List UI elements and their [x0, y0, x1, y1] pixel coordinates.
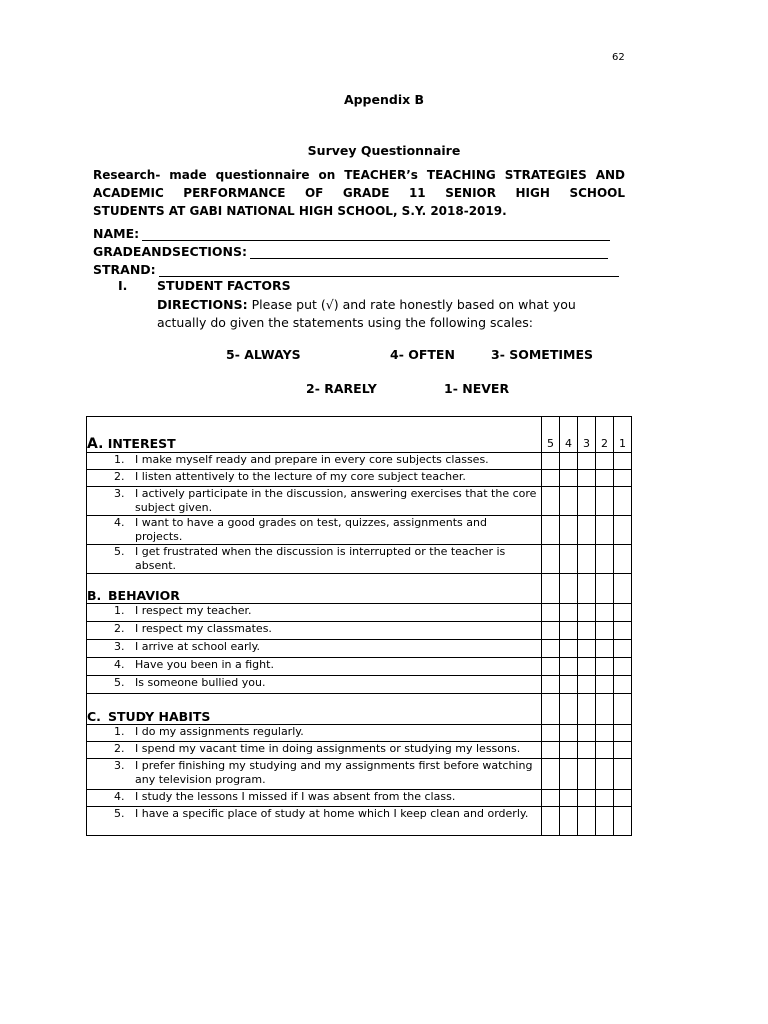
rating-cell-4[interactable] [560, 676, 578, 694]
category-header-study-habits [87, 694, 542, 725]
rating-cell-1 [614, 694, 632, 725]
rating-cell-2 [596, 694, 614, 725]
rating-cell-4 [560, 694, 578, 725]
rating-cell-4[interactable] [560, 516, 578, 545]
rating-cell-4[interactable] [560, 622, 578, 640]
statement-cell [87, 622, 542, 640]
item-number: 5. [114, 676, 125, 689]
table-row [87, 640, 632, 658]
grade-sections-field[interactable] [93, 244, 608, 259]
rating-cell-2[interactable] [596, 487, 614, 516]
rating-cell-2[interactable] [596, 676, 614, 694]
rating-cell-2[interactable] [596, 790, 614, 807]
rating-cell-1[interactable] [614, 658, 632, 676]
survey-table [86, 416, 632, 836]
category-header-interest [87, 417, 542, 453]
rating-cell-3[interactable] [578, 790, 596, 807]
item-number: 5. [114, 545, 125, 558]
rating-cell-1[interactable] [614, 640, 632, 658]
rating-cell-5[interactable] [542, 604, 560, 622]
statement-cell [87, 640, 542, 658]
statement-cell [87, 759, 542, 790]
rating-cell-4[interactable] [560, 658, 578, 676]
rating-cell-4[interactable] [560, 790, 578, 807]
rating-header-5: 5 [542, 417, 560, 453]
rating-cell-1[interactable] [614, 516, 632, 545]
strand-blank-line[interactable] [159, 265, 619, 277]
item-text: I have a specific place of study at home which I keep clean and orderly. [135, 807, 529, 820]
rating-cell-5[interactable] [542, 545, 560, 574]
rating-cell-4[interactable] [560, 470, 578, 487]
table-row [87, 742, 632, 759]
rating-cell-4[interactable] [560, 640, 578, 658]
item-text: I get frustrated when the discussion is interrupted or the teacher is absent. [135, 545, 506, 572]
rating-cell-3[interactable] [578, 545, 596, 574]
statement-cell [87, 725, 542, 742]
item-text: I respect my classmates. [135, 622, 272, 635]
grade-sections-label: GRADEANDSECTIONS: [93, 244, 247, 259]
rating-cell-2[interactable] [596, 545, 614, 574]
rating-cell-4[interactable] [560, 742, 578, 759]
rating-cell-4[interactable] [560, 545, 578, 574]
scale-sometimes: 3- SOMETIMES [491, 347, 594, 362]
statement-cell [87, 516, 542, 545]
header-row [87, 694, 632, 725]
rating-cell-4[interactable] [560, 604, 578, 622]
rating-header-1: 1 [614, 417, 632, 453]
rating-cell-5[interactable] [542, 516, 560, 545]
section-title: STUDENT FACTORS [157, 278, 291, 293]
rating-cell-4[interactable] [560, 759, 578, 790]
rating-cell-2 [596, 574, 614, 604]
category-title: INTEREST [103, 436, 176, 451]
rating-cell-5[interactable] [542, 742, 560, 759]
header-row [87, 417, 632, 453]
statement-cell [87, 487, 542, 516]
item-text: I study the lessons I missed if I was absent from the class. [135, 790, 456, 803]
item-text: I listen attentively to the lecture of my core subject teacher. [135, 470, 466, 483]
rating-cell-1[interactable] [614, 604, 632, 622]
table-row [87, 676, 632, 694]
statement-cell [87, 453, 542, 470]
item-text: I respect my teacher. [135, 604, 252, 617]
item-number: 2. [114, 742, 125, 755]
item-text: I prefer finishing my studying and my assignments first before watching any television program. [135, 759, 533, 786]
intro-paragraph [93, 166, 625, 220]
rating-cell-2[interactable] [596, 604, 614, 622]
statement-cell [87, 658, 542, 676]
rating-cell-4[interactable] [560, 453, 578, 470]
rating-header-2: 2 [596, 417, 614, 453]
document-title: Survey Questionnaire [307, 143, 461, 158]
scale-often: 4- OFTEN [390, 347, 455, 362]
category-title: BEHAVIOR [108, 588, 180, 603]
rating-cell-2[interactable] [596, 807, 614, 836]
rating-cell-3[interactable] [578, 676, 596, 694]
table-row [87, 470, 632, 487]
item-number: 2. [114, 622, 125, 635]
rating-cell-3[interactable] [578, 604, 596, 622]
rating-cell-1[interactable] [614, 790, 632, 807]
strand-label: STRAND: [93, 262, 156, 277]
rating-cell-1[interactable] [614, 545, 632, 574]
rating-cell-3[interactable] [578, 516, 596, 545]
item-number: 3. [114, 487, 125, 500]
rating-cell-3[interactable] [578, 658, 596, 676]
rating-cell-2[interactable] [596, 453, 614, 470]
rating-cell-5 [542, 694, 560, 725]
rating-cell-1[interactable] [614, 742, 632, 759]
item-number: 3. [114, 640, 125, 653]
statement-cell [87, 545, 542, 574]
rating-cell-5[interactable] [542, 725, 560, 742]
rating-cell-4[interactable] [560, 487, 578, 516]
directions-line: actually do given the statements using the following scales: [157, 315, 533, 330]
rating-cell-1[interactable] [614, 759, 632, 790]
category-title: STUDY HABITS [108, 709, 211, 724]
statement-cell [87, 790, 542, 807]
rating-cell-1[interactable] [614, 622, 632, 640]
item-text: Is someone bullied you. [135, 676, 266, 689]
rating-header-4: 4 [560, 417, 578, 453]
statement-cell [87, 470, 542, 487]
appendix-title: Appendix B [343, 92, 425, 107]
table-row [87, 622, 632, 640]
item-number: 5. [114, 807, 125, 820]
rating-cell-1[interactable] [614, 676, 632, 694]
rating-cell-5[interactable] [542, 658, 560, 676]
item-number: 1. [114, 453, 125, 466]
strand-field[interactable] [93, 262, 619, 277]
rating-cell-5[interactable] [542, 453, 560, 470]
rating-cell-5[interactable] [542, 487, 560, 516]
rating-cell-2[interactable] [596, 622, 614, 640]
table-row [87, 807, 632, 836]
scale-always: 5- ALWAYS [226, 347, 301, 362]
rating-cell-3[interactable] [578, 725, 596, 742]
rating-cell-1[interactable] [614, 487, 632, 516]
intro-line: STUDENTS AT GABI NATIONAL HIGH SCHOOL, S.Y. 2018-2019. [93, 204, 507, 218]
table-row [87, 604, 632, 622]
table-row [87, 658, 632, 676]
rating-cell-5[interactable] [542, 759, 560, 790]
table-row [87, 790, 632, 807]
scale-rarely: 2- RARELY [306, 381, 377, 396]
statement-cell [87, 742, 542, 759]
directions-label: DIRECTIONS: [157, 297, 248, 312]
rating-cell-2[interactable] [596, 658, 614, 676]
rating-cell-2[interactable] [596, 470, 614, 487]
item-number: 4. [114, 790, 125, 803]
table-row [87, 545, 632, 574]
intro-line: ACADEMIC PERFORMANCE OF GRADE 11 SENIOR HIGH SCHOOL [93, 186, 625, 200]
rating-cell-5[interactable] [542, 676, 560, 694]
rating-cell-3[interactable] [578, 622, 596, 640]
rating-cell-3[interactable] [578, 759, 596, 790]
category-letter: A. [87, 436, 104, 452]
statement-cell [87, 807, 542, 836]
rating-cell-2[interactable] [596, 725, 614, 742]
rating-cell-3[interactable] [578, 453, 596, 470]
rating-cell-3[interactable] [578, 470, 596, 487]
category-letter: B. [87, 588, 102, 603]
intro-line: Research- made questionnaire on TEACHER’s TEACHING STRATEGIES AND [93, 168, 625, 182]
rating-cell-5[interactable] [542, 470, 560, 487]
rating-cell-2[interactable] [596, 516, 614, 545]
item-text: I want to have a good grades on test, quizzes, assignments and projects. [135, 516, 487, 543]
rating-header-3: 3 [578, 417, 596, 453]
item-text: Have you been in a fight. [135, 658, 274, 671]
scale-never: 1- NEVER [444, 381, 510, 396]
directions-text [157, 296, 607, 332]
category-header-behavior [87, 574, 542, 604]
rating-cell-3[interactable] [578, 487, 596, 516]
rating-cell-2[interactable] [596, 742, 614, 759]
item-text: I make myself ready and prepare in every core subjects classes. [135, 453, 489, 466]
rating-cell-1[interactable] [614, 807, 632, 836]
directions-line: Please put (√) and rate honestly based on what you [247, 297, 576, 312]
page-number: 62 [612, 52, 625, 63]
item-number: 3. [114, 759, 125, 772]
statement-cell [87, 604, 542, 622]
item-text: I arrive at school early. [135, 640, 261, 653]
rating-cell-3 [578, 574, 596, 604]
rating-cell-1[interactable] [614, 725, 632, 742]
rating-cell-5[interactable] [542, 807, 560, 836]
rating-cell-4[interactable] [560, 725, 578, 742]
table-row [87, 759, 632, 790]
item-number: 2. [114, 470, 125, 483]
item-number: 4. [114, 658, 125, 671]
item-number: 1. [114, 604, 125, 617]
table-row [87, 516, 632, 545]
grade-sections-blank-line[interactable] [250, 247, 608, 259]
item-text: I actively participate in the discussion, answering exercises that the core subject given. [135, 487, 537, 514]
rating-cell-5[interactable] [542, 622, 560, 640]
section-number: I. [118, 278, 128, 293]
name-field[interactable] [93, 226, 610, 241]
rating-cell-3[interactable] [578, 742, 596, 759]
category-letter: C. [87, 709, 101, 724]
item-number: 1. [114, 725, 125, 738]
rating-cell-5[interactable] [542, 640, 560, 658]
table-row [87, 725, 632, 742]
rating-cell-2[interactable] [596, 640, 614, 658]
name-label: NAME: [93, 226, 140, 241]
rating-cell-1 [614, 574, 632, 604]
rating-cell-2[interactable] [596, 759, 614, 790]
rating-cell-1[interactable] [614, 453, 632, 470]
rating-cell-4[interactable] [560, 807, 578, 836]
rating-cell-1[interactable] [614, 470, 632, 487]
item-text: I spend my vacant time in doing assignments or studying my lessons. [135, 742, 521, 755]
item-text: I do my assignments regularly. [135, 725, 304, 738]
name-blank-line[interactable] [142, 229, 610, 241]
rating-cell-3 [578, 694, 596, 725]
item-number: 4. [114, 516, 125, 529]
rating-cell-5[interactable] [542, 790, 560, 807]
table-row [87, 487, 632, 516]
statement-cell [87, 676, 542, 694]
rating-cell-3[interactable] [578, 640, 596, 658]
table-row [87, 453, 632, 470]
header-row [87, 574, 632, 604]
rating-cell-4 [560, 574, 578, 604]
rating-cell-3[interactable] [578, 807, 596, 836]
rating-cell-5 [542, 574, 560, 604]
